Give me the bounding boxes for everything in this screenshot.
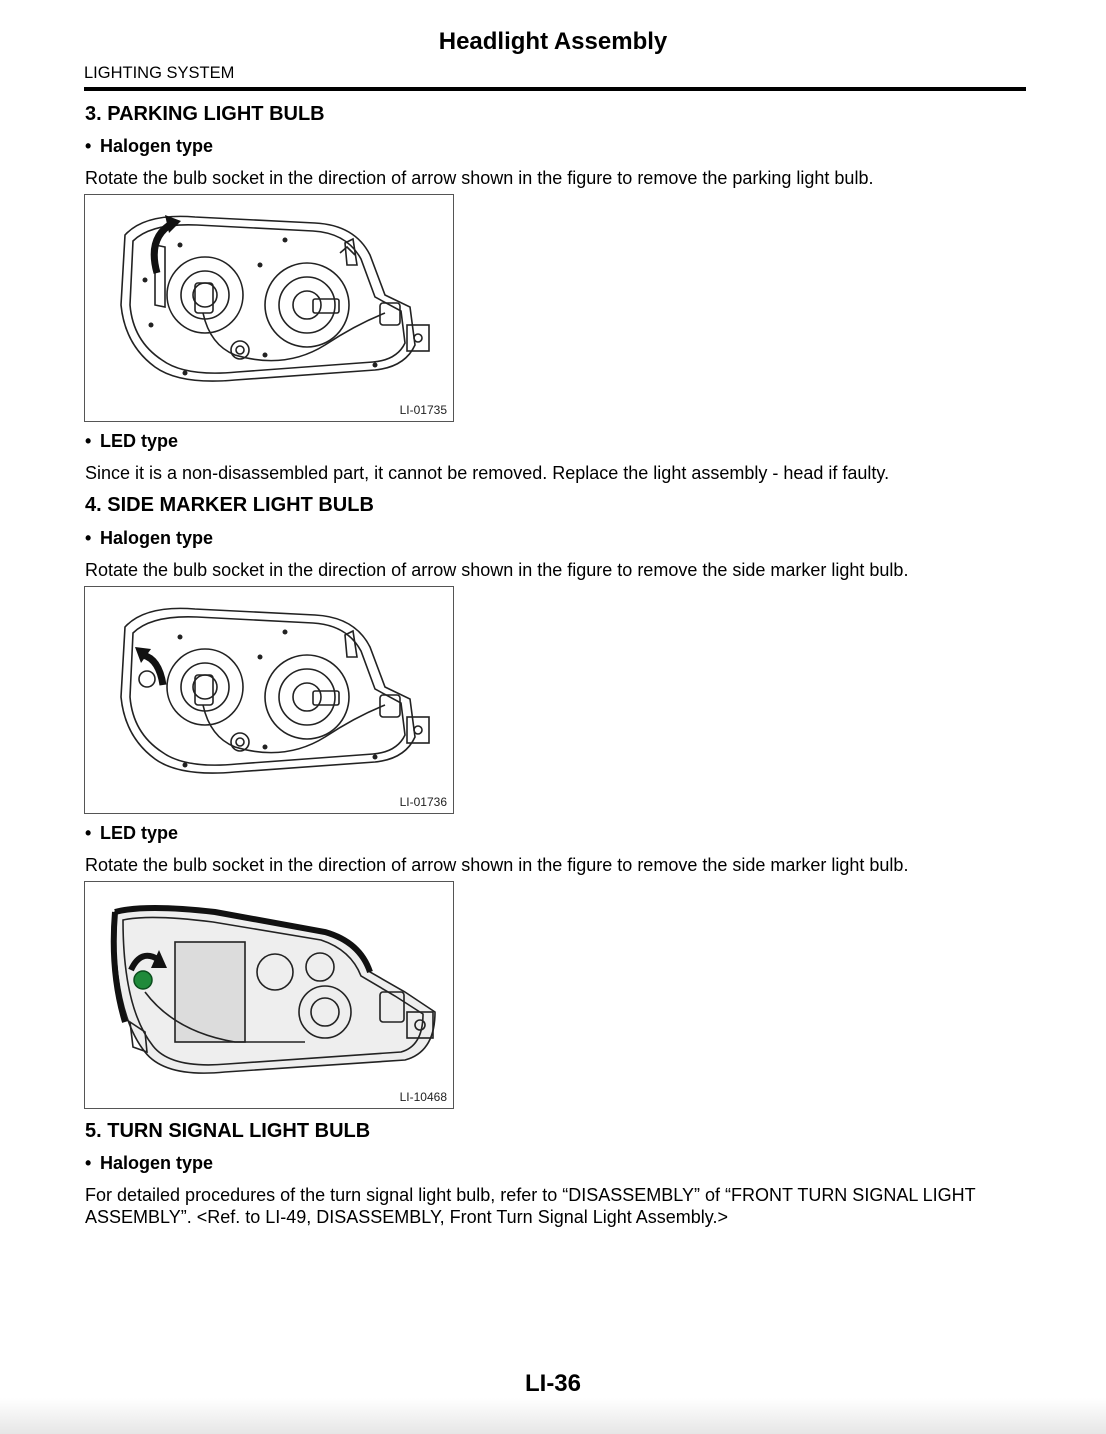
header-rule (84, 87, 1026, 91)
section-heading-turn-signal: 5. TURN SIGNAL LIGHT BULB (85, 1120, 371, 1142)
bullet-symbol: • (85, 136, 92, 156)
headlight-diagram (85, 195, 455, 423)
bullet-symbol: • (85, 431, 92, 451)
headlight-diagram (85, 587, 455, 815)
bullet-label: Halogen type (100, 528, 214, 548)
bullet-halogen-type (85, 1153, 213, 1174)
bullet-label: LED type (100, 431, 179, 451)
section-heading-parking-light: 3. PARKING LIGHT BULB (85, 103, 325, 125)
instruction-text: Since it is a non-disassembled part, it cannot be removed. Replace the light assembly - head if faulty. (85, 463, 890, 483)
instruction-text: Rotate the bulb socket in the direction of arrow shown in the figure to remove the side marker light bulb. (85, 560, 909, 580)
bullet-led-type (85, 431, 178, 452)
instruction-text: Rotate the bulb socket in the direction of arrow shown in the figure to remove the parking light bulb. (85, 168, 874, 188)
instruction-text: Rotate the bulb socket in the direction of arrow shown in the figure to remove the side marker light bulb. (85, 855, 909, 875)
bullet-symbol: • (85, 528, 92, 548)
figure-id: LI-01735 (399, 403, 447, 417)
reference-text: For detailed procedures of the turn signal light bulb, refer to “DISASSEMBLY” of “FRONT TURN SIGNAL LIGHT ASSEMBLY”. <Ref. to LI-49, DISASSEMBLY, Front Turn Signal Light Assembly.> (85, 1185, 976, 1227)
bullet-halogen-type (85, 136, 213, 157)
bullet-label: Halogen type (100, 136, 214, 156)
figure-id: LI-10468 (399, 1090, 447, 1104)
bullet-symbol: • (85, 823, 92, 843)
section-heading-side-marker: 4. SIDE MARKER LIGHT BULB (85, 494, 374, 516)
bullet-led-type (85, 823, 178, 844)
figure-side-marker-halogen (84, 586, 454, 814)
page-bottom-shadow (0, 1398, 1106, 1434)
page-number: LI-36 (524, 1370, 581, 1397)
bullet-halogen-type (85, 528, 213, 549)
page-title: Headlight Assembly (438, 28, 668, 55)
bullet-label: LED type (100, 823, 179, 843)
headlight-led-diagram (85, 882, 455, 1110)
bullet-symbol: • (85, 1153, 92, 1173)
figure-parking-light-halogen (84, 194, 454, 422)
figure-side-marker-led (84, 881, 454, 1109)
bullet-label: Halogen type (100, 1153, 214, 1173)
figure-id: LI-01736 (399, 795, 447, 809)
section-label: LIGHTING SYSTEM (84, 64, 235, 82)
